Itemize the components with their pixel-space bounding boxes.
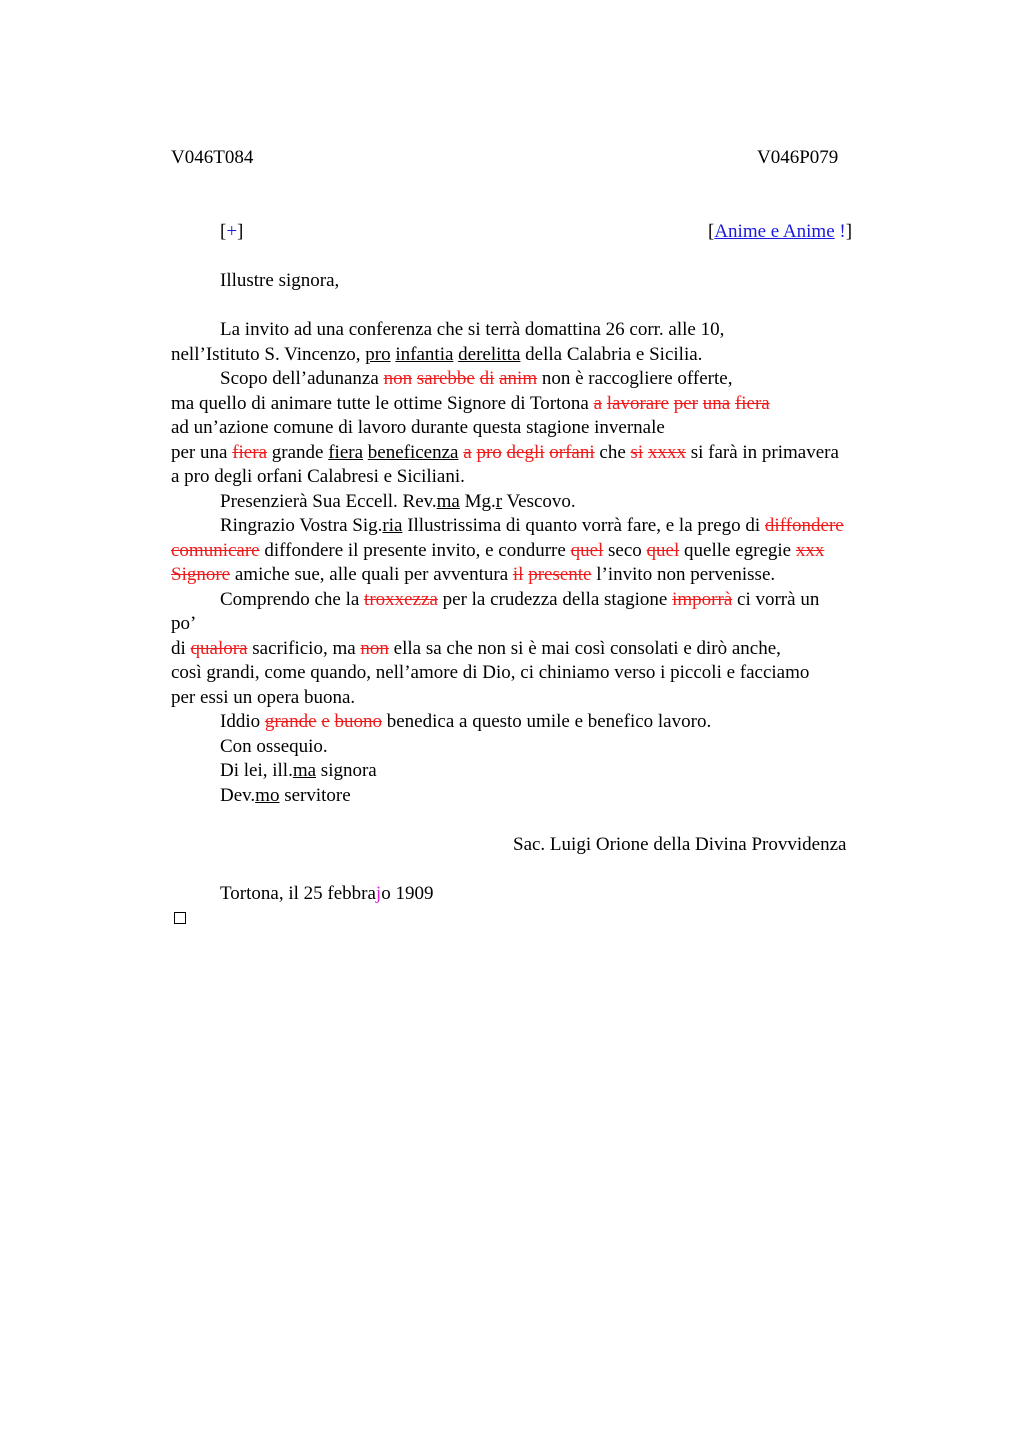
paragraph-line: nell’Istituto S. Vincenzo, pro infantia derelitta della Calabria e Sicilia. xyxy=(171,343,703,365)
salutation: Illustre signora, xyxy=(220,270,340,291)
end-marker xyxy=(171,906,911,931)
bracket: [ xyxy=(220,221,227,242)
bracket: ] xyxy=(237,221,244,242)
expand-link[interactable]: + xyxy=(226,221,238,242)
checkbox-square-icon xyxy=(174,912,186,924)
bracket: [ xyxy=(708,221,715,242)
paragraph-line: ma quello di animare tutte le ottime Signore di Tortona a lavorare per una fiera xyxy=(171,392,770,414)
document-code-right: V046P079 xyxy=(757,147,839,168)
paragraph-line: Ringrazio Vostra Sig.ria Illustrissima di quanto vorrà fare, e la prego di diffondere xyxy=(220,515,844,536)
closing-line: Dev.mo servitore xyxy=(220,784,351,806)
paragraph-line: comunicare diffondere il presente invito, e condurre quel seco quel quelle egregie xxx xyxy=(171,539,825,561)
paragraph-line: Comprendo che la troxxezza per la crudezza della stagione imporrà ci vorrà un xyxy=(220,588,820,610)
paragraph-line: La invito ad una conferenza che si terrà domattina 26 corr. alle 10, xyxy=(220,319,725,340)
bracket: ] xyxy=(845,221,853,242)
paragraph-line: per essi un opera buona. xyxy=(171,686,356,708)
paragraph-line: di qualora sacrificio, ma non ella sa che non si è mai così consolati e dirò anche, xyxy=(171,637,781,659)
paragraph-line: Iddio grande e buono benedica a questo umile e benefico lavoro. xyxy=(220,711,712,732)
letter-body xyxy=(171,269,911,931)
paragraph-line: per una fiera grande fiera beneficenza a pro degli orfani che si xxxx si farà in primavera xyxy=(171,441,839,463)
paragraph-line: a pro degli orfani Calabresi e Siciliani. xyxy=(171,466,465,487)
closing-line: Di lei, ill.ma signora xyxy=(220,760,377,781)
document-code-left: V046T084 xyxy=(171,147,254,168)
anime-exclamation-link[interactable]: ! xyxy=(839,221,846,242)
paragraph-line: così grandi, come quando, nell’amore di Dio, ci chiniamo verso i piccoli e facciamo xyxy=(171,662,810,683)
anime-e-anime-link[interactable]: Anime e Anime xyxy=(714,221,835,242)
closing-line: Con ossequio. xyxy=(220,735,328,757)
paragraph-line: Signore amiche sue, alle quali per avventura il presente l’invito non pervenisse. xyxy=(171,564,776,585)
paragraph-line: Presenzierà Sua Eccell. Rev.ma Mg.r Vescovo. xyxy=(220,490,576,512)
paragraph-line: ad un’azione comune di lavoro durante questa stagione invernale xyxy=(171,417,665,438)
paragraph-line: po’ xyxy=(171,613,197,634)
signature: Sac. Luigi Orione della Divina Provvidenza xyxy=(513,833,847,855)
anime-link-group xyxy=(708,220,852,245)
paragraph-line: Scopo dell’adunanza non sarebbe di anim non è raccogliere offerte, xyxy=(220,368,733,389)
date-line: Tortona, il 25 febbrajo 1909 xyxy=(220,882,434,904)
expand-link-group xyxy=(220,220,243,245)
